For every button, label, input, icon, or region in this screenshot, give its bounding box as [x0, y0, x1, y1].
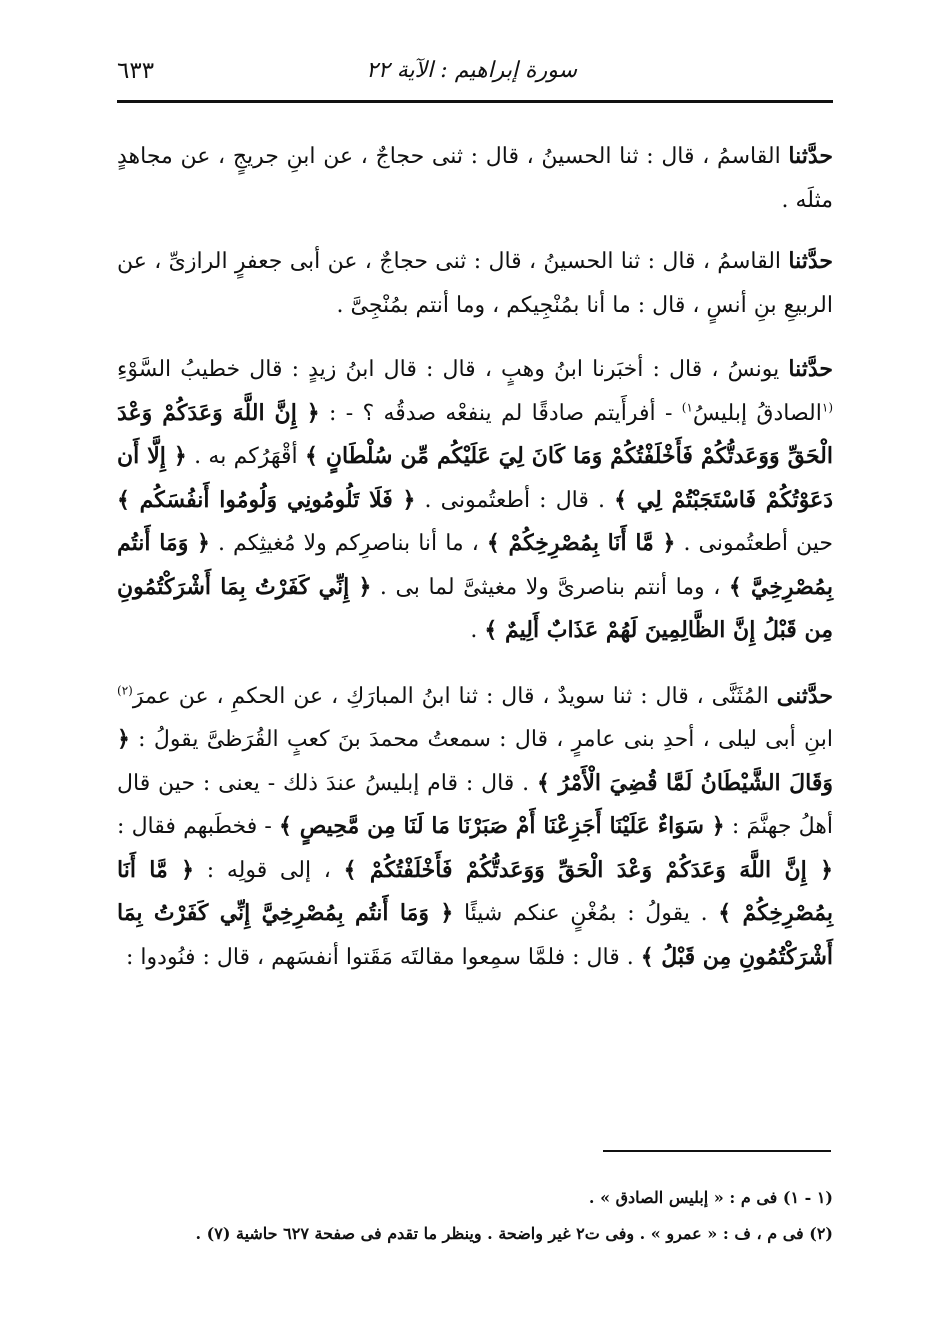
text-segment: ابنِ أبى ليلى ، أحدِ بنى عامرٍ ، قال : سمعتُ محمدَ بنَ كعبٍ القُرَظىَّ يقولُ :	[129, 727, 833, 752]
header-title: سورة إبراهيم : الآية ٢٢	[366, 58, 577, 83]
main-text	[117, 135, 833, 979]
quran-verse: ﴿ سَوَاءٌ عَلَيْنَا أَجَزِعْنَا أَمْ صَبَرْنَا مَا لَنَا مِن مَّحِيصٍ ﴾	[279, 813, 725, 839]
footnote-ref-1-end: ١)	[681, 400, 693, 415]
isnad-lead: حدَّثنا	[788, 356, 833, 382]
quran-verse: ﴿ إِنَّ اللَّهَ وَعَدَكُمْ وَعْدَ الْحَقِّ وَوَعَدتُّكُمْ فَأَخْلَفْتُكُمْ وَمَا كَانَ لِيَ عَلَيْكُم مِّن سُلْطَانٍ ﴾	[117, 399, 833, 469]
isnad-lead: حدَّثنا	[788, 143, 833, 169]
isnad-lead: حدَّثنا	[788, 248, 833, 274]
quran-verse: ﴿ وَمَا أَنتُم بِمُصْرِخِيَّ ﴾	[117, 530, 833, 600]
text-segment: . قال : أطعتُمونى .	[415, 487, 615, 513]
text-segment: . يقولُ : بمُغْنٍ عنكم شيئًا	[453, 901, 719, 926]
text-segment: . قال : قام إبليسُ عندَ ذلك - يعنى : حين قال أهلُ جهنَّمَ :	[117, 770, 833, 839]
running-header	[117, 52, 833, 100]
paragraph-3	[117, 348, 833, 653]
text-segment: .	[470, 618, 485, 643]
text-segment: أقْهَرُكم به .	[186, 444, 305, 469]
footnote-ref-1-start: (١	[821, 400, 833, 415]
footnote-1: (١ - ١) فى م : « إبليس الصادق » .	[588, 1188, 833, 1207]
quran-verse: ﴿ إِنَّ اللَّهَ وَعَدَكُمْ وَعْدَ الْحَقِّ وَوَعَدتُّكُمْ فَأَخْلَفْتُكُمْ ﴾	[343, 856, 833, 883]
paragraph-text: القاسمُ ، قال : ثنا الحسينُ ، قال : ثنى حجاجٌ ، عن أبى جعفرٍ الرازىِّ ، عن الربيعِ بنِ أنسٍ ، قال : ما أنا بمُنْجِيكم ، وما أنتم بمُنْجِىَّ .	[117, 249, 833, 318]
paragraph-4	[117, 675, 833, 980]
text-segment: - أفرأَيتم صادقًا لم ينفعْه صدقُه ؟ - :	[319, 400, 682, 426]
footnote-divider	[603, 1150, 831, 1152]
paragraph-text: القاسمُ ، قال : ثنا الحسينُ ، قال : ثنى حجاجٌ ، عن ابنِ جريجٍ ، عن مجاهدٍ مثلَه .	[117, 144, 833, 213]
text-segment: المُثَنَّى ، قال : ثنا سويدٌ ، قال : ثنا ابنُ المبارَكِ ، عن الحكمِ ، عن عمرَ	[132, 683, 777, 709]
paragraph-spacer	[117, 222, 833, 240]
text-segment: يونسُ ، قال : أخبَرنا ابنُ وهبٍ ، قال : قال ابنُ زيدٍ : قال خطيبُ السَّوْءِ	[117, 357, 789, 382]
text-segment: . قال : فلمَّا سمِعوا مقالتَه مَقَتوا أنفسَهم ، قال : فنُودوا :	[126, 944, 641, 970]
text-segment: الصادقُ إبليسُ	[692, 400, 822, 426]
text-segment: حين أطعتُمونى .	[675, 531, 833, 556]
quran-verse: ﴿ مَّا أَنَا بِمُصْرِخِكُمْ ﴾	[117, 856, 833, 926]
text-segment: ، ما أنا بناصرِكم ولا مُغيثِكم .	[209, 531, 487, 556]
paragraph-spacer	[117, 327, 833, 348]
paragraph-spacer	[117, 653, 833, 675]
header-divider	[117, 100, 833, 103]
page-number: ٦٣٣	[117, 58, 155, 84]
quran-verse: ﴿ إِلَّا أَن دَعَوْتُكُمْ فَاسْتَجَبْتُمْ لِي ﴾	[117, 443, 833, 513]
footnote-ref-2: (٢)	[117, 683, 133, 698]
text-segment: ، إلى قولِه :	[194, 857, 344, 883]
quran-verse: ﴿ فَلَا تَلُومُونِي وَلُومُوا أَنفُسَكُم ﴾	[117, 486, 416, 513]
quran-verse: ﴿ وَمَا أَنتُم بِمُصْرِخِيَّ إِنِّي كَفَرْتُ بِمَا أَشْرَكْتُمُونِ مِن قَبْلُ ﴾	[117, 900, 833, 970]
isnad-lead: حدَّثنى	[776, 682, 833, 709]
text-segment: - فخطَبهم فقال :	[117, 814, 280, 839]
paragraph-1	[117, 135, 833, 222]
footnote-2: (٢) فى م ، ف : « عمرو » . وفى ت٢ غير واضحة . وينظر ما تقدم فى صفحة ٦٢٧ حاشية (٧) .	[195, 1224, 833, 1243]
text-segment: ، وما أنتم بناصرىَّ ولا مغيثىَّ لما بى .	[371, 574, 729, 600]
paragraph-2	[117, 240, 833, 327]
quran-verse: ﴿ إِنِّي كَفَرْتُ بِمَا أَشْرَكْتُمُونِ مِن قَبْلُ إِنَّ الظَّالِمِينَ لَهُمْ عَذَابٌ أَلِيمٌ ﴾	[117, 573, 833, 643]
quran-verse: ﴿ وَقَالَ الشَّيْطَانُ لَمَّا قُضِيَ الْأَمْرُ ﴾	[117, 726, 834, 796]
footnotes	[117, 1180, 833, 1252]
quran-verse: ﴿ مَّا أَنَا بِمُصْرِخِكُمْ ﴾	[486, 530, 676, 556]
